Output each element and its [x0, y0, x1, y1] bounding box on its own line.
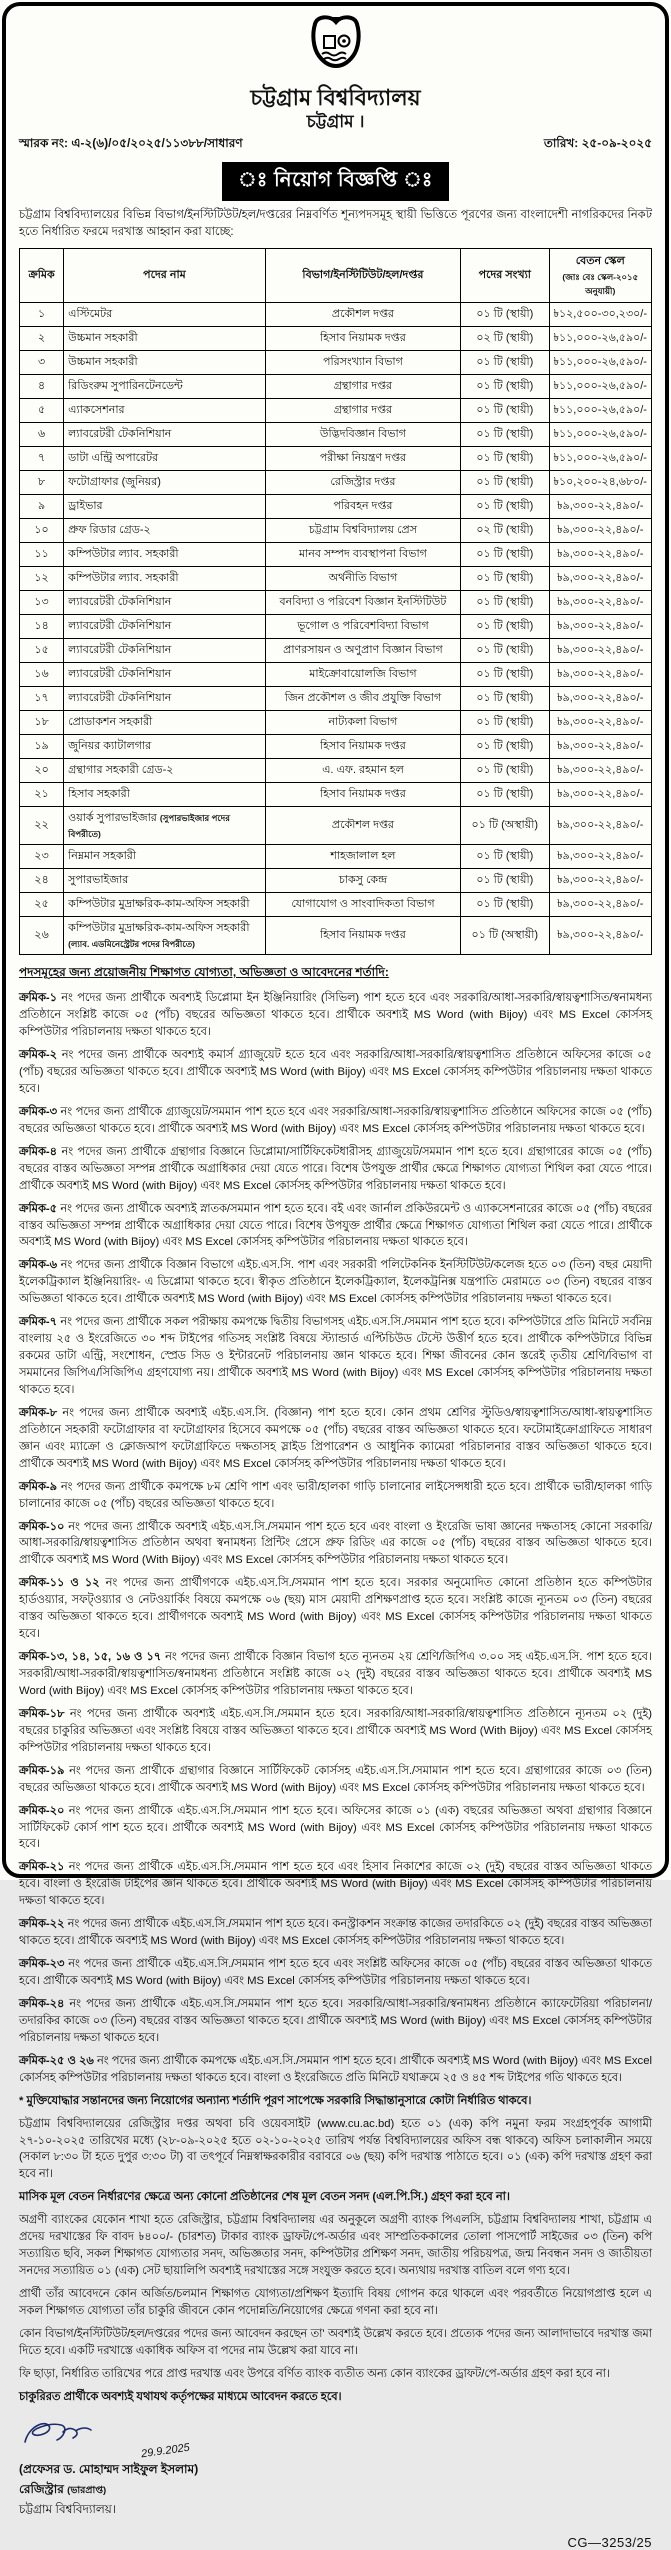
- serial-cell: ৬: [20, 423, 64, 447]
- dept-cell: উদ্ভিদবিজ্ঞান বিভাগ: [265, 423, 460, 447]
- serial-cell: ৫: [20, 399, 64, 423]
- table-row: [20, 351, 652, 375]
- requirement-paragraph: ক্রমিক-১০ নং পদের জন্য প্রার্থীকে অবশ্যই এইচ.এস.সি./সমমান পাশ হতে হবে এবং বাংলা ও ইংরেজি ভাষা জ্ঞানের দক্ষতাসহ কোনো সরকারি/আধা-সরকারি/স্বায়ত্বশাসিত প্রতিষ্ঠান অথবা স্বনামধন্য প্রিন্টিং প্রেসে প্রুফ রিডিং এর কাজে ০৫ (পাঁচ) বছরের বাস্তব অভিজ্ঞতা থাকতে হবে। প্রার্থীকে অবশ্যই MS Word (With Bijoy) এবং MS Excel কোর্সসহ কম্পিউটার পরিচালনায় দক্ষতা থাকতে হবে।: [19, 1520, 652, 1567]
- scale-cell: ৳১১,০০০-২৬,৫৯০/-: [549, 327, 652, 351]
- document-header: [19, 14, 652, 133]
- serial-cell: ৮: [20, 471, 64, 495]
- count-cell: ০১ টি (স্থায়ী): [461, 783, 549, 807]
- header-serial: ক্রমিক: [20, 249, 64, 303]
- post-cell: ল্যাবরেটরী টেকনিশিয়ান: [64, 639, 266, 663]
- post-cell: নিম্নমান সহকারী: [64, 845, 266, 869]
- note-paragraph: * মুক্তিযোদ্ধার সন্তানদের জন্য নিয়োগের অন্যান্য শর্তাদি পূরণ সাপেক্ষে সরকারি সিদ্ধান্তানুসারে কোটা নির্ধারিত থাকবে।: [19, 2094, 532, 2107]
- table-row: [20, 711, 652, 735]
- page-border-frame: [2, 2, 669, 2550]
- memo-number: স্মারক নং: এ-২(৬)/০৫/২০২৫/১১৩৮৮/সাধারণ: [19, 135, 243, 150]
- count-cell: ০১ টি (স্থায়ী): [461, 423, 549, 447]
- dept-cell: পরিসংখ্যান বিভাগ: [265, 351, 460, 375]
- dept-cell: শাহজালাল হল: [265, 845, 460, 869]
- note-paragraph: অগ্রণী ব্যাংকের যেকোন শাখা হতে রেজিস্ট্রার, চট্টগ্রাম বিশ্ববিদ্যালয় এর অনুকূলে অগ্রণী ব্যাংক পিএলসি, চট্টগ্রাম বিশ্ববিদ্যালয় শাখা, চট্টগ্রাম এ প্রদেয় দরখাস্তের ফি বাবদ ৳৪০০/- (চারশত) টাকার ব্যাংক ড্রাফট/পে-অর্ডার এবং সাম্প্রতিককালের তোলা পাসপোর্ট সাইজের ০৩ (তিন) কপি সত্যায়িত ছবি, সকল শিক্ষাগত যোগ্যতার সনদ, অভিজ্ঞতার সনদ, কম্পিউটার প্রশিক্ষণ সনদ, জাতীয় পরিচয়পত্র, জন্ম নিবন্ধন সনদ ও জাতীয়তা সনদের সত্যায়িত ০১ (এক) সেট ছায়ালিপি অবশ্যই দরখাস্তের সঙ্গে সংযুক্ত করতে হবে। অন্যথায় দরখাস্ত বাতিল বলে গণ্য হবে।: [19, 2214, 652, 2278]
- dept-cell: অর্থনীতি বিভাগ: [265, 567, 460, 591]
- requirement-paragraph: ক্রমিক-২৫ ও ২৬ নং পদের জন্য প্রার্থীকে কমপক্ষে এইচ.এস.সি./সমমান পাশ হতে হবে। প্রার্থীকে অবশ্যই MS Word (with Bijoy) এবং MS Excel কোর্সসহ কম্পিউটার পরিচালনায় দক্ষতা থাকতে হবে। বাংলা ও ইংরেজিতে প্রতি মিনিটে যথাক্রমে ২৫ ও ৪৫ শব্দ টাইপের গতি থাকতে হবে।: [19, 2054, 652, 2084]
- post-cell: কম্পিউটার মুদ্রাক্ষরিক-কাম-অফিস সহকারী: [64, 893, 266, 917]
- table-row: [20, 893, 652, 917]
- count-cell: ০১ টি (স্থায়ী): [461, 567, 549, 591]
- dept-cell: এ. এফ. রহমান হল: [265, 759, 460, 783]
- count-cell: ০১ টি (স্থায়ী): [461, 495, 549, 519]
- table-row: [20, 845, 652, 869]
- requirement-paragraph: ক্রমিক-১৯ নং পদের জন্য প্রার্থীকে গ্রন্থাগার বিজ্ঞানে সার্টিফিকেট কোর্সসহ এইচ.এস.সি./সমামান পাশ হতে হবে। গ্রন্থাগারের কাজে ০৩ (তিন) বছরের অভিজ্ঞতা থাকতে হবে। প্রার্থীকে অবশ্যই MS Word (with Bijoy) এবং MS Excel কোর্সসহ কম্পিউটার পরিচালনায় দক্ষতা থাকতে হবে।: [19, 1764, 652, 1794]
- serial-cell: ১২: [20, 567, 64, 591]
- requirement-paragraph: ক্রমিক-৩ নং পদের জন্য প্রার্থীকে গ্র্যাজুয়েট/সমমান পাশ হতে হবে এবং সরকারি/আধা-সরকারি/স্বায়ত্বশাসিত প্রতিষ্ঠানে অফিসের কাজে ০৫ (পাঁচ) বছরের অভিজ্ঞতা থাকতে হবে। প্রার্থীকে অবশ্যই MS Word (with Bijoy) এবং MS Excel কোর্সসহ কম্পিউটার পরিচালনায় দক্ষতা থাকতে হবে।: [19, 1105, 652, 1135]
- post-cell: প্রোডাকশন সহকারী: [64, 711, 266, 735]
- requirement-paragraph: ক্রমিক-২৪ নং পদের জন্য প্রার্থীকে এইচ.এস.সি./সমমান পাশ হতে হবে। সরকারি/আধা-সরকারি/স্বনামধন্য প্রতিষ্ঠানে ক্যাফেটেরিয়া পরিচালনা/তদারকির কাজে ০৩ (তিন) বছরের বাস্তব অভিজ্ঞতা থাকতে হবে। প্রার্থীকে অবশ্যই MS Word (with Bijoy) এবং MS Excel কোর্সসহ কম্পিউটার পরিচালনায় দক্ষতা থাকতে হবে।: [19, 1997, 652, 2044]
- scale-cell: ৳১০,২০০-২৪,৬৮০/-: [549, 471, 652, 495]
- dept-cell: প্রকৌশল দপ্তর: [265, 303, 460, 327]
- post-cell: সুপারভাইজার: [64, 869, 266, 893]
- scale-cell: ৳১২,৫০০-৩০,২৩০/-: [549, 303, 652, 327]
- signature-block: [19, 2416, 652, 2521]
- requirement-paragraph: ক্রমিক-১৩, ১৪, ১৫, ১৬ ও ১৭ নং পদের জন্য প্রার্থীকে বিজ্ঞান বিভাগ হতে ন্যূনতম ২য় শ্রেণি/জিপিএ ৩.০০ সহ এইচ.এস.সি. পাশ হতে হবে। সরকারী/আধা-সরকারী/স্বায়ত্বশাসিত/স্বনামধন্য প্রতিষ্ঠানে সংশ্লিষ্ট কাজে ০২ (দুই) বছরের বাস্তব অভিজ্ঞতা থাকতে হবে। প্রার্থীকে অবশ্যই MS Word (with Bijoy) এবং MS Excel কোর্সসহ কম্পিউটার পরিচালনায় দক্ষতা থাকতে হবে।: [19, 1651, 653, 1697]
- dept-cell: মাইক্রোবায়োলজি বিভাগ: [265, 663, 460, 687]
- memo-row: [19, 135, 652, 155]
- positions-table-head: [20, 249, 652, 303]
- scale-cell: ৳১১,০০০-২৬,৫৯০/-: [549, 399, 652, 423]
- dept-cell: হিসাব নিয়ামক দপ্তর: [265, 327, 460, 351]
- count-cell: ০২ টি (স্থায়ী): [461, 327, 549, 351]
- dept-cell: গ্রন্থাগার দপ্তর: [265, 375, 460, 399]
- scale-cell: ৳৯,৩০০-২২,৪৯০/-: [549, 869, 652, 893]
- university-name: চট্টগ্রাম বিশ্ববিদ্যালয়: [250, 85, 421, 110]
- dept-cell: গ্রন্থাগার দপ্তর: [265, 399, 460, 423]
- dept-cell: প্রকৌশল দপ্তর: [265, 807, 460, 845]
- table-row: [20, 759, 652, 783]
- count-cell: ০১ টি (স্থায়ী): [461, 759, 549, 783]
- signatory-name: (প্রফেসর ড. মোহাম্মদ সাইফুল ইসলাম): [19, 2461, 199, 2476]
- serial-cell: ২১: [20, 783, 64, 807]
- requirement-paragraph: ক্রমিক-২২ নং পদের জন্য প্রার্থীকে এইচ.এস.সি./সমমান পাশ হতে হবে। কনস্ট্রাকশন সংক্রান্ত কাজের তদারকিতে ০২ (দুই) বছরের বাস্তব অভিজ্ঞতা থাকতে হবে। প্রার্থীকে অবশ্যই MS Word (with Bijoy) এবং MS Excel কোর্সসহ কম্পিউটার পরিচালনায় দক্ষতা থাকতে হবে।: [19, 1918, 652, 1948]
- requirements-heading: পদসমূহের জন্য প্রয়োজনীয় শিক্ষাগত যোগ্যতা, অভিজ্ঞতা ও আবেদনের শর্তাদি:: [19, 965, 389, 980]
- post-cell: ড্রাইভার: [64, 495, 266, 519]
- table-row: [20, 543, 652, 567]
- post-cell: ল্যাবরেটরী টেকনিশিয়ান: [64, 423, 266, 447]
- count-cell: ০১ টি (স্থায়ী): [461, 399, 549, 423]
- dept-cell: চট্টগ্রাম বিশ্ববিদ্যালয় প্রেস: [265, 519, 460, 543]
- general-notes: [19, 2093, 652, 2406]
- post-cell: উচ্চমান সহকারী: [64, 351, 266, 375]
- serial-cell: ১৮: [20, 711, 64, 735]
- scale-cell: ৳৯,৩০০-২২,৪৯০/-: [549, 639, 652, 663]
- university-city: চট্টগ্রাম ।: [306, 112, 365, 132]
- serial-cell: ১৬: [20, 663, 64, 687]
- count-cell: ০১ টি (স্থায়ী): [461, 869, 549, 893]
- scale-cell: ৳৯,৩০০-২২,৪৯০/-: [549, 615, 652, 639]
- note-paragraph: প্রার্থী তাঁর আবেদনে কোন অর্জিত/চলমান শিক্ষাগত যোগ্যতা/প্রশিক্ষণ ইত্যাদি বিষয় গোপন করে থাকলে এবং পরবর্তীতে নিয়োগপ্রাপ্ত হলে এ সকল শিক্ষাগত যোগ্যতা তাঁর চাকুরি জীবনে কোন পদোন্নতি/নিয়োগের ক্ষেত্রে গণনা করা হবে না।: [19, 2288, 652, 2317]
- serial-cell: ২২: [20, 807, 64, 845]
- dept-cell: রেজিস্ট্রার দপ্তর: [265, 471, 460, 495]
- post-cell: প্রুফ রিডার গ্রেড-২: [64, 519, 266, 543]
- table-row: [20, 519, 652, 543]
- table-row: [20, 663, 652, 687]
- post-cell: ডাটা এন্ট্রি অপারেটর: [64, 447, 266, 471]
- table-row: [20, 303, 652, 327]
- dept-cell: হিসাব নিয়ামক দপ্তর: [265, 917, 460, 955]
- scale-cell: ৳৯,৩০০-২২,৪৯০/-: [549, 735, 652, 759]
- post-note: (সুপারভাইজার পদের বিপরীতে): [68, 813, 230, 840]
- post-cell: গ্রন্থাগার সহকারী গ্রেড-২: [64, 759, 266, 783]
- requirement-paragraph: ক্রমিক-৯ নং পদের জন্য প্রার্থীকে কমপক্ষে ৮ম শ্রেণি পাশ এবং ভারী/হালকা গাড়ি চালানোর লাইসেন্সধারী হতে হবে। প্রার্থীকে ভারী/হালকা গাড়ি চালানোর কাজে ০৫ (পাঁচ) বছরের অভিজ্ঞতা থাকতে হবে।: [19, 1480, 652, 1510]
- dept-cell: চাকসু কেন্দ্র: [265, 869, 460, 893]
- scale-cell: ৳৯,৩০০-২২,৪৯০/-: [549, 845, 652, 869]
- serial-cell: ১৩: [20, 591, 64, 615]
- header-post: পদের নাম: [64, 249, 266, 303]
- table-row: [20, 615, 652, 639]
- serial-cell: ২: [20, 327, 64, 351]
- requirements-list: [19, 990, 652, 2086]
- requirement-paragraph: ক্রমিক-১৮ নং পদের জন্য প্রার্থীকে অবশ্যই এইচ.এস.সি./সমমান হতে হবে। সরকারি/আধা-সরকারি/স্বায়ত্বশাসিত প্রতিষ্ঠানে ন্যূনতম ০২ (দুই) বছরের চাকুরির অভিজ্ঞতা এবং সংশ্লিষ্ট বিষয়ে বাস্তব অভিজ্ঞতা থাকতে হবে। প্রার্থীকে অবশ্যই MS Word (With Bijoy) এবং MS Excel কোর্সসহ কম্পিউটার পরিচালনায় দক্ষতা থাকতে হবে।: [19, 1707, 652, 1754]
- scale-cell: ৳৯,৩০০-২২,৪৯০/-: [549, 759, 652, 783]
- scale-cell: ৳৯,৩০০-২২,৪৯০/-: [549, 591, 652, 615]
- post-cell: এস্টিমেটর: [64, 303, 266, 327]
- signature-scribble-icon: [19, 2441, 113, 2458]
- post-cell: কম্পিউটার ল্যাব. সহকারী: [64, 567, 266, 591]
- scale-cell: ৳৯,৩০০-২২,৪৯০/-: [549, 807, 652, 845]
- serial-cell: ১৪: [20, 615, 64, 639]
- scale-cell: ৳১১,০০০-২৬,৫৯০/-: [549, 375, 652, 399]
- scale-cell: ৳১১,০০০-২৬,৫৯০/-: [549, 447, 652, 471]
- serial-cell: ১০: [20, 519, 64, 543]
- signature-date: 29.9.2025: [140, 2441, 191, 2460]
- memo-date: তারিখ: ২৫-০৯-২০২৫: [543, 135, 652, 150]
- serial-cell: ৪: [20, 375, 64, 399]
- count-cell: ০১ টি (স্থায়ী): [461, 375, 549, 399]
- dept-cell: পরিবহন দপ্তর: [265, 495, 460, 519]
- scale-cell: ৳৯,৩০০-২২,৪৯০/-: [549, 917, 652, 955]
- serial-cell: ২৫: [20, 893, 64, 917]
- count-cell: ০১ টি (স্থায়ী): [461, 639, 549, 663]
- positions-table-body: [20, 303, 652, 955]
- table-row: [20, 327, 652, 351]
- header-count: পদের সংখ্যা: [461, 249, 549, 303]
- header-dept: বিভাগ/ইনস্টিটিউট/হল/দপ্তর: [265, 249, 460, 303]
- table-row: [20, 869, 652, 893]
- post-cell: ল্যাবরেটরী টেকনিশিয়ান: [64, 687, 266, 711]
- note-paragraph: ফি ছাড়া, নির্ধারিত তারিখের পরে প্রাপ্ত দরখাস্ত এবং উপরে বর্ণিত ব্যাংক ব্যতীত অন্য কোন ব্যাংকের ড্রাফট/পে-অর্ডার গ্রহণ করা হবে না।: [19, 2367, 610, 2380]
- post-cell: ল্যাবরেটরী টেকনিশিয়ান: [64, 591, 266, 615]
- dept-cell: বনবিদ্যা ও পরিবেশ বিজ্ঞান ইনস্টিটিউট: [265, 591, 460, 615]
- count-cell: ০১ টি (স্থায়ী): [461, 303, 549, 327]
- post-cell: জুনিয়র ক্যাটালগার: [64, 735, 266, 759]
- requirement-paragraph: ক্রমিক-১ নং পদের জন্য প্রার্থীকে অবশ্যই ডিপ্লোমা ইন ইঞ্জিনিয়ারিং (সিভিল) পাশ হতে হবে এবং সরকারি/আধা-সরকারি/স্বায়ত্বশাসিত/স্বনামধন্য প্রতিষ্ঠানে সংশ্লিষ্ট কাজে ০৫ (পাঁচ) বছরের অভিজ্ঞতা থাকতে হবে। প্রার্থীকে অবশ্যই MS Word (with Bijoy) এবং MS Excel কোর্সসহ কম্পিউটার পরিচালনায় দক্ষতা থাকতে হবে।: [19, 992, 653, 1039]
- scale-cell: ৳৯,৩০০-২২,৪৯০/-: [549, 543, 652, 567]
- requirement-paragraph: ক্রমিক-২ নং পদের জন্য প্রার্থীকে অবশ্যই কমার্স গ্র্যাজুয়েট হতে হবে এবং সরকারি/আধা-সরকারি/স্বায়ত্বশাসিত প্রতিষ্ঠানে অফিসের কাজে ০৫ (পাঁচ) বছরের অভিজ্ঞতা থাকতে হবে। প্রার্থীকে অবশ্যই MS Word (with Bijoy) এবং MS Excel কোর্সসহ কম্পিউটার পরিচালনায় দক্ষতা থাকতে হবে।: [19, 1049, 652, 1095]
- count-cell: ০১ টি (স্থায়ী): [461, 663, 549, 687]
- count-cell: ০১ টি (অস্থায়ী): [461, 807, 549, 845]
- post-cell: উচ্চমান সহকারী: [64, 327, 266, 351]
- scale-cell: ৳৯,৩০০-২২,৪৯০/-: [549, 663, 652, 687]
- requirement-paragraph: ক্রমিক-৮ নং পদের জন্য প্রার্থীকে অবশ্যই এইচ.এস.সি. (বিজ্ঞান) পাশ হতে হবে। কোন প্রথম শ্রেণির স্টুডিও/স্বায়ত্বশাসিত/আধা-স্বায়ত্বশাসিত প্রতিষ্ঠানে সহকারী ফটোগ্রাফার বা ফটোগ্রাফার হিসেবে কমপক্ষে ০৫ (পাঁচ) বছরের বাস্তব অভিজ্ঞতা থাকতে হবে। ফটোমাইক্রোগ্রাফিতে সাধারণ জ্ঞান এবং ম্যাক্রো ও ক্লোজআপ ফটোগ্রাফিতে দক্ষতাসহ স্লাইড প্রিপারেশন ও আধুনিক ক্যামেরা পরিচালনার বাস্তব অভিজ্ঞতা থাকতে হবে। প্রার্থীকে অবশ্যই MS Word (with Bijoy) এবং MS Excel কোর্সসহ কম্পিউটার পরিচালনায় দক্ষতা থাকতে হবে।: [19, 1406, 652, 1470]
- dept-cell: হিসাব নিয়ামক দপ্তর: [265, 735, 460, 759]
- count-cell: ০১ টি (অস্থায়ী): [461, 917, 549, 955]
- serial-cell: ১৭: [20, 687, 64, 711]
- serial-cell: ৩: [20, 351, 64, 375]
- requirement-paragraph: ক্রমিক-৫ নং পদের জন্য প্রার্থীকে অবশ্যই স্নাতক/সমমান পাশ হতে হবে। বই এবং জার্নাল প্রকিউরমেন্ট ও এ্যাকসেশনারের কাজে ০৫ (পাঁচ) বছরের বাস্তব অভিজ্ঞতা সম্পন্ন প্রার্থীকে অগ্রাধিকার দেয়া যেতে পারে। বিশেষ উপযুক্ত প্রার্থীর ক্ষেত্রে শিক্ষাগত যোগ্যতা শিথিল করা যেতে পারে। প্রার্থীকে অবশ্যই MS Word (with Bijoy) এবং MS Excel কোর্সসহ কম্পিউটার পরিচালনায় দক্ষতা থাকতে হবে।: [19, 1202, 652, 1249]
- dept-cell: প্রাণরসায়ন ও অণুপ্রাণ বিজ্ঞান বিভাগ: [265, 639, 460, 663]
- signatory-title: [19, 2481, 652, 2501]
- note-paragraph: মাসিক মূল বেতন নির্ধারণের ক্ষেত্রে অন্য কোনো প্রতিষ্ঠানের শেষ মূল বেতন সনদ (এল.পি.সি.) গ্রহণ করা হবে না।: [19, 2191, 510, 2204]
- count-cell: ০১ টি (স্থায়ী): [461, 471, 549, 495]
- scale-cell: ৳৯,৩০০-২২,৪৯০/-: [549, 495, 652, 519]
- post-cell: ল্যাবরেটরী টেকনিশিয়ান: [64, 615, 266, 639]
- scale-cell: ৳৯,৩০০-২২,৪৯০/-: [549, 893, 652, 917]
- table-header-row: [20, 249, 652, 303]
- note-paragraph: চট্টগ্রাম বিশ্ববিদ্যালয়ের রেজিস্ট্রার দপ্তর অথবা চবি ওয়েবসাইট (www.cu.ac.bd) হতে ০১ (এক) কপি নমুনা ফরম সংগ্রহপূর্বক আগামী ২৭-১০-২০২৫ তারিখের মধ্যে (২৮-০৯-২০২৫ হতে ০২-১০-২০২৫ তারিখ পর্যন্ত বিশ্ববিদ্যালয়ের অফিস বন্ধ থাকবে) অফিস চলাকালীন সময়ে (সকাল ৮:৩০ টা হতে দুপুর ৩:৩০ টা) বা তৎপূর্বে নিম্নস্বাক্ষরকারীর বরাবরে ০৬ (ছয়) কপি দরখাস্ত পাঠাতে হবে। ০১ (এক) কপি দরখাস্ত গ্রহণ করা হবে না।: [19, 2117, 652, 2181]
- table-row: [20, 639, 652, 663]
- table-row: [20, 471, 652, 495]
- scale-cell: ৳৯,৩০০-২২,৪৯০/-: [549, 687, 652, 711]
- post-cell: এ্যাকসেশনার: [64, 399, 266, 423]
- table-row: [20, 591, 652, 615]
- serial-cell: ১: [20, 303, 64, 327]
- post-cell: কম্পিউটার মুদ্রাক্ষরিক-কাম-অফিস সহকারী (ল্যাব. এডমিনেস্ট্রেটর পদের বিপরীতে): [64, 917, 266, 955]
- dept-cell: নাট্যকলা বিভাগ: [265, 711, 460, 735]
- serial-cell: ১১: [20, 543, 64, 567]
- table-row: [20, 423, 652, 447]
- header-scale-sub: (জাঃ বেঃ স্কেল-২০১৫ অনুযায়ী): [562, 272, 639, 297]
- table-row: [20, 783, 652, 807]
- count-cell: ০১ টি (স্থায়ী): [461, 711, 549, 735]
- count-cell: ০১ টি (স্থায়ী): [461, 591, 549, 615]
- requirement-paragraph: ক্রমিক-২০ নং পদের জন্য প্রার্থীকে এইচ.এস.সি./সমমান পাশ হতে হবে। অফিসের কাজে ০১ (এক) বছরের অভিজ্ঞতা অথবা গ্রন্থাগার বিজ্ঞানে সার্টিফিকেট কোর্স পাশ হতে হবে। প্রার্থীকে অবশ্যই MS Word (with Bijoy) এবং MS Excel কোর্সসহ কম্পিউটার পরিচালনায় দক্ষতা থাকতে হবে।: [19, 1804, 652, 1851]
- scale-cell: ৳১১,০০০-২৬,৫৯০/-: [549, 423, 652, 447]
- dept-cell: হিসাব নিয়ামক দপ্তর: [265, 783, 460, 807]
- note-paragraph: কোন বিভাগ/ইনস্টিটিউট/হল/দপ্তরের পদের জন্য আবেদন করছেন তা' অবশ্যই উল্লেখ করতে হবে। প্রত্যেক পদের জন্য আলাদাভাবে দরখাস্ত জমা দিতে হবে। একটি দরখাস্তে একাধিক অফিস বা পদের নাম উল্লেখ করা যাবে না।: [19, 2327, 652, 2357]
- count-cell: ০১ টি (স্থায়ী): [461, 351, 549, 375]
- requirement-paragraph: ক্রমিক-১১ ও ১২ নং পদের জন্য প্রার্থীগণকে এইচ.এস.সি./সমমান পাশ হতে হবে। সরকার অনুমোদিত কোনো প্রতিষ্ঠান হতে কম্পিউটার হার্ডওয়্যার, সফট্‌ওয়্যার ও নেটওয়ার্কিং বিষয়ে কমপক্ষে ০৬ (ছয়) মাস মেয়াদী প্রশিক্ষণপ্রাপ্ত হতে হবে। সংশ্লিষ্ট কাজে ন্যূনতম ০৩ (তিন) বছরের বাস্তব অভিজ্ঞতা থাকতে হবে। প্রার্থীগণকে অবশ্যই MS Word (with Bijoy) এবং MS Excel কোর্সসহ কম্পিউটার পরিচালনায় দক্ষতা থাকতে হবে।: [19, 1577, 652, 1641]
- notice-title: ঃ নিয়োগ বিজ্ঞপ্তি ঃ: [222, 162, 449, 201]
- requirement-paragraph: ক্রমিক-৭ নং পদের জন্য প্রার্থীকে সকল পরীক্ষায় কমপক্ষে দ্বিতীয় বিভাগসহ এইচ.এস.সি./সমমান পাশ হতে হবে। কম্পিউটারে প্রতি মিনিটে সর্বনিম্ন বাংলায় ২৫ ও ইংরেজিতে ৩০ শব্দ টাইপের গতিসহ সংশ্লিষ্ট বিষয়ে স্ট্যান্ডার্ড এপ্টিচিউড টেস্টে উত্তীর্ণ হতে হবে। প্রার্থীকে কম্পিউটারে বিভিন্ন রকমের ডাটা এন্ট্রি, সংশোধন, স্প্রেড সিড ও ইন্টারনেট পরিচালনায় জ্ঞান থাকতে হবে। শিক্ষা জীবনের কোন স্তরেই তৃতীয় শ্রেণি/বিভাগ বা সমমানের জিপিএ/সিজিপিএ গ্রহণযোগ্য নয়। প্রার্থীকে অবশ্যই MS Word (with Bijoy) এবং MS Excel কোর্সসহ কম্পিউটার পরিচালনায় দক্ষতা থাকতে হবে।: [19, 1316, 652, 1396]
- table-row: [20, 807, 652, 845]
- table-row: [20, 567, 652, 591]
- serial-cell: ১৫: [20, 639, 64, 663]
- scale-cell: ৳৯,৩০০-২২,৪৯০/-: [549, 783, 652, 807]
- requirement-paragraph: ক্রমিক-২১ নং পদের জন্য প্রার্থীকে এইচ.এস.সি./সমমান পাশ হতে হবে এবং হিসাব নিকাশের কাজে ০২ (দুই) বছরের বাস্তব অভিজ্ঞতা থাকতে হবে। বাংলা ও ইংরেজি টাইপের জ্ঞান থাকতে হবে। প্রার্থীকে অবশ্যই MS Word (with Bijoy) এবং MS Excel কোর্সসহ কম্পিউটার পরিচালনায় দক্ষতা থাকতে হবে।: [19, 1861, 652, 1908]
- dept-cell: মানব সম্পদ ব্যবস্থাপনা বিভাগ: [265, 543, 460, 567]
- serial-cell: ২৩: [20, 845, 64, 869]
- post-cell: ফটোগ্রাফার (জুনিয়র): [64, 471, 266, 495]
- dept-cell: পরীক্ষা নিয়ন্ত্রণ দপ্তর: [265, 447, 460, 471]
- post-note: (ল্যাব. এডমিনেস্ট্রেটর পদের বিপরীতে): [68, 939, 195, 950]
- serial-cell: ২৬: [20, 917, 64, 955]
- serial-cell: ৭: [20, 447, 64, 471]
- header-scale: [549, 249, 652, 303]
- table-row: [20, 735, 652, 759]
- table-row: [20, 917, 652, 955]
- signatory-title-sub: (ভারপ্রাপ্ত): [67, 2484, 107, 2496]
- requirement-paragraph: ক্রমিক-২৩ নং পদের জন্য প্রার্থীকে এইচ.এস.সি./সমমান পাশ হতে হবে এবং সংশ্লিষ্ট অফিসের কাজে ০৫ (পাঁচ) বছরের বাস্তব অভিজ্ঞতা থাকতে হবে। প্রার্থীকে অবশ্যই MS Word (with Bijoy) এবং MS Excel কোর্সসহ কম্পিউটার পরিচালনায় দক্ষতা থাকতে হবে।: [19, 1958, 652, 1988]
- scale-cell: ৳১১,০০০-২৬,৫৯০/-: [549, 351, 652, 375]
- serial-cell: ২০: [20, 759, 64, 783]
- table-row: [20, 495, 652, 519]
- dept-cell: ভূগোল ও পরিবেশবিদ্যা বিভাগ: [265, 615, 460, 639]
- positions-table: [19, 248, 652, 955]
- table-row: [20, 687, 652, 711]
- dept-cell: যোগাযোগ ও সাংবাদিকতা বিভাগ: [265, 893, 460, 917]
- count-cell: ০১ টি (স্থায়ী): [461, 845, 549, 869]
- requirement-paragraph: ক্রমিক-৪ নং পদের জন্য প্রার্থীকে গ্রন্থাগার বিজ্ঞানে ডিপ্লোমা/সার্টিফিকেটধারীসহ গ্র্যাজুয়েট/সমমান পাশ হতে হবে। গ্রন্থাগারের কাজে ০৫ (পাঁচ) বছরের বাস্তব অভিজ্ঞতা সম্পন্ন প্রার্থীকে অগ্রাধিকার দেয়া যেতে পারে। বিশেষ উপযুক্ত প্রার্থীর ক্ষেত্রে শিক্ষাগত যোগ্যতা শিথিল করা যেতে পারে। প্রার্থীকে অবশ্যই MS Word (with Bijoy) এবং MS Excel কোর্সসহ কম্পিউটার পরিচালনায় দক্ষতা থাকতে হবে।: [19, 1145, 652, 1192]
- intro-paragraph: চট্টগ্রাম বিশ্ববিদ্যালয়ের বিভিন্ন বিভাগ/ইনস্টিটিউট/হল/দপ্তরের নিম্নবর্ণিত শূন্যপদসমূহ স্থায়ী ভিত্তিতে পূরণের জন্য বাংলাদেশী নাগরিকদের নিকট হতে নির্ধারিত ফরমে দরখাস্ত আহ্বান করা যাচ্ছে:: [19, 208, 652, 239]
- count-cell: ০১ টি (স্থায়ী): [461, 615, 549, 639]
- serial-cell: ১৯: [20, 735, 64, 759]
- dept-cell: জিন প্রকৌশল ও জীব প্রযুক্তি বিভাগ: [265, 687, 460, 711]
- count-cell: ০১ টি (স্থায়ী): [461, 687, 549, 711]
- count-cell: ০১ টি (স্থায়ী): [461, 735, 549, 759]
- count-cell: ০২ টি (স্থায়ী): [461, 519, 549, 543]
- university-emblem-icon: [307, 14, 365, 85]
- table-row: [20, 375, 652, 399]
- table-row: [20, 399, 652, 423]
- post-cell: ল্যাবরেটরী টেকনিশিয়ান: [64, 663, 266, 687]
- note-paragraph: চাকুরিরত প্রার্থীকে অবশ্যই যথাযথ কর্তৃপক্ষের মাধ্যমে আবেদন করতে হবে।: [19, 2390, 342, 2403]
- post-cell: রিডিংরুম সুপারিনটেনডেন্ট: [64, 375, 266, 399]
- serial-cell: ২৪: [20, 869, 64, 893]
- requirement-paragraph: ক্রমিক-৬ নং পদের জন্য প্রার্থীকে বিজ্ঞান বিভাগে এইচ.এস.সি. পাশ এবং সরকারী পলিটেকনিক ইনস্টিটিউট/কলেজ হতে ০৩ (তিন) বছর মেয়াদী ইলেকট্রিক্যাল ইঞ্জিনিয়ারিং- এ ডিপ্লোমা থাকতে হবে। স্বীকৃত প্রতিষ্ঠানে ইলেকট্রিক্যাল, ইলেকট্রনিক্স যন্ত্রপাতি মেরামতে ০৩ (তিন) বছরের বাস্তব অভিজ্ঞতা থাকতে হবে। প্রার্থীকে অবশ্যই MS Word (with Bijoy) এবং MS Excel কোর্সসহ কম্পিউটার পরিচালনায় দক্ষতা থাকতে হবে।: [19, 1259, 652, 1306]
- scale-cell: ৳৯,৩০০-২২,৪৯০/-: [549, 711, 652, 735]
- post-cell: হিসাব সহকারী: [64, 783, 266, 807]
- scale-cell: ৳৯,৩০০-২২,৪৯০/-: [549, 567, 652, 591]
- post-cell: ওয়ার্ক সুপারভাইজার (সুপারভাইজার পদের বিপরীতে): [64, 807, 266, 845]
- serial-cell: ৯: [20, 495, 64, 519]
- signatory-title-main: রেজিস্ট্রার: [19, 2481, 64, 2496]
- footer-reference-code: CG—3253/25: [567, 2534, 652, 2550]
- count-cell: ০১ টি (স্থায়ী): [461, 893, 549, 917]
- count-cell: ০১ টি (স্থায়ী): [461, 447, 549, 471]
- post-cell: কম্পিউটার ল্যাব. সহকারী: [64, 543, 266, 567]
- count-cell: ০১ টি (স্থায়ী): [461, 543, 549, 567]
- header-scale-main: বেতন স্কেল: [575, 255, 625, 268]
- signatory-org: চট্টগ্রাম বিশ্ববিদ্যালয়।: [19, 2501, 117, 2516]
- scale-cell: ৳৯,৩০০-২২,৪৯০/-: [549, 519, 652, 543]
- table-row: [20, 447, 652, 471]
